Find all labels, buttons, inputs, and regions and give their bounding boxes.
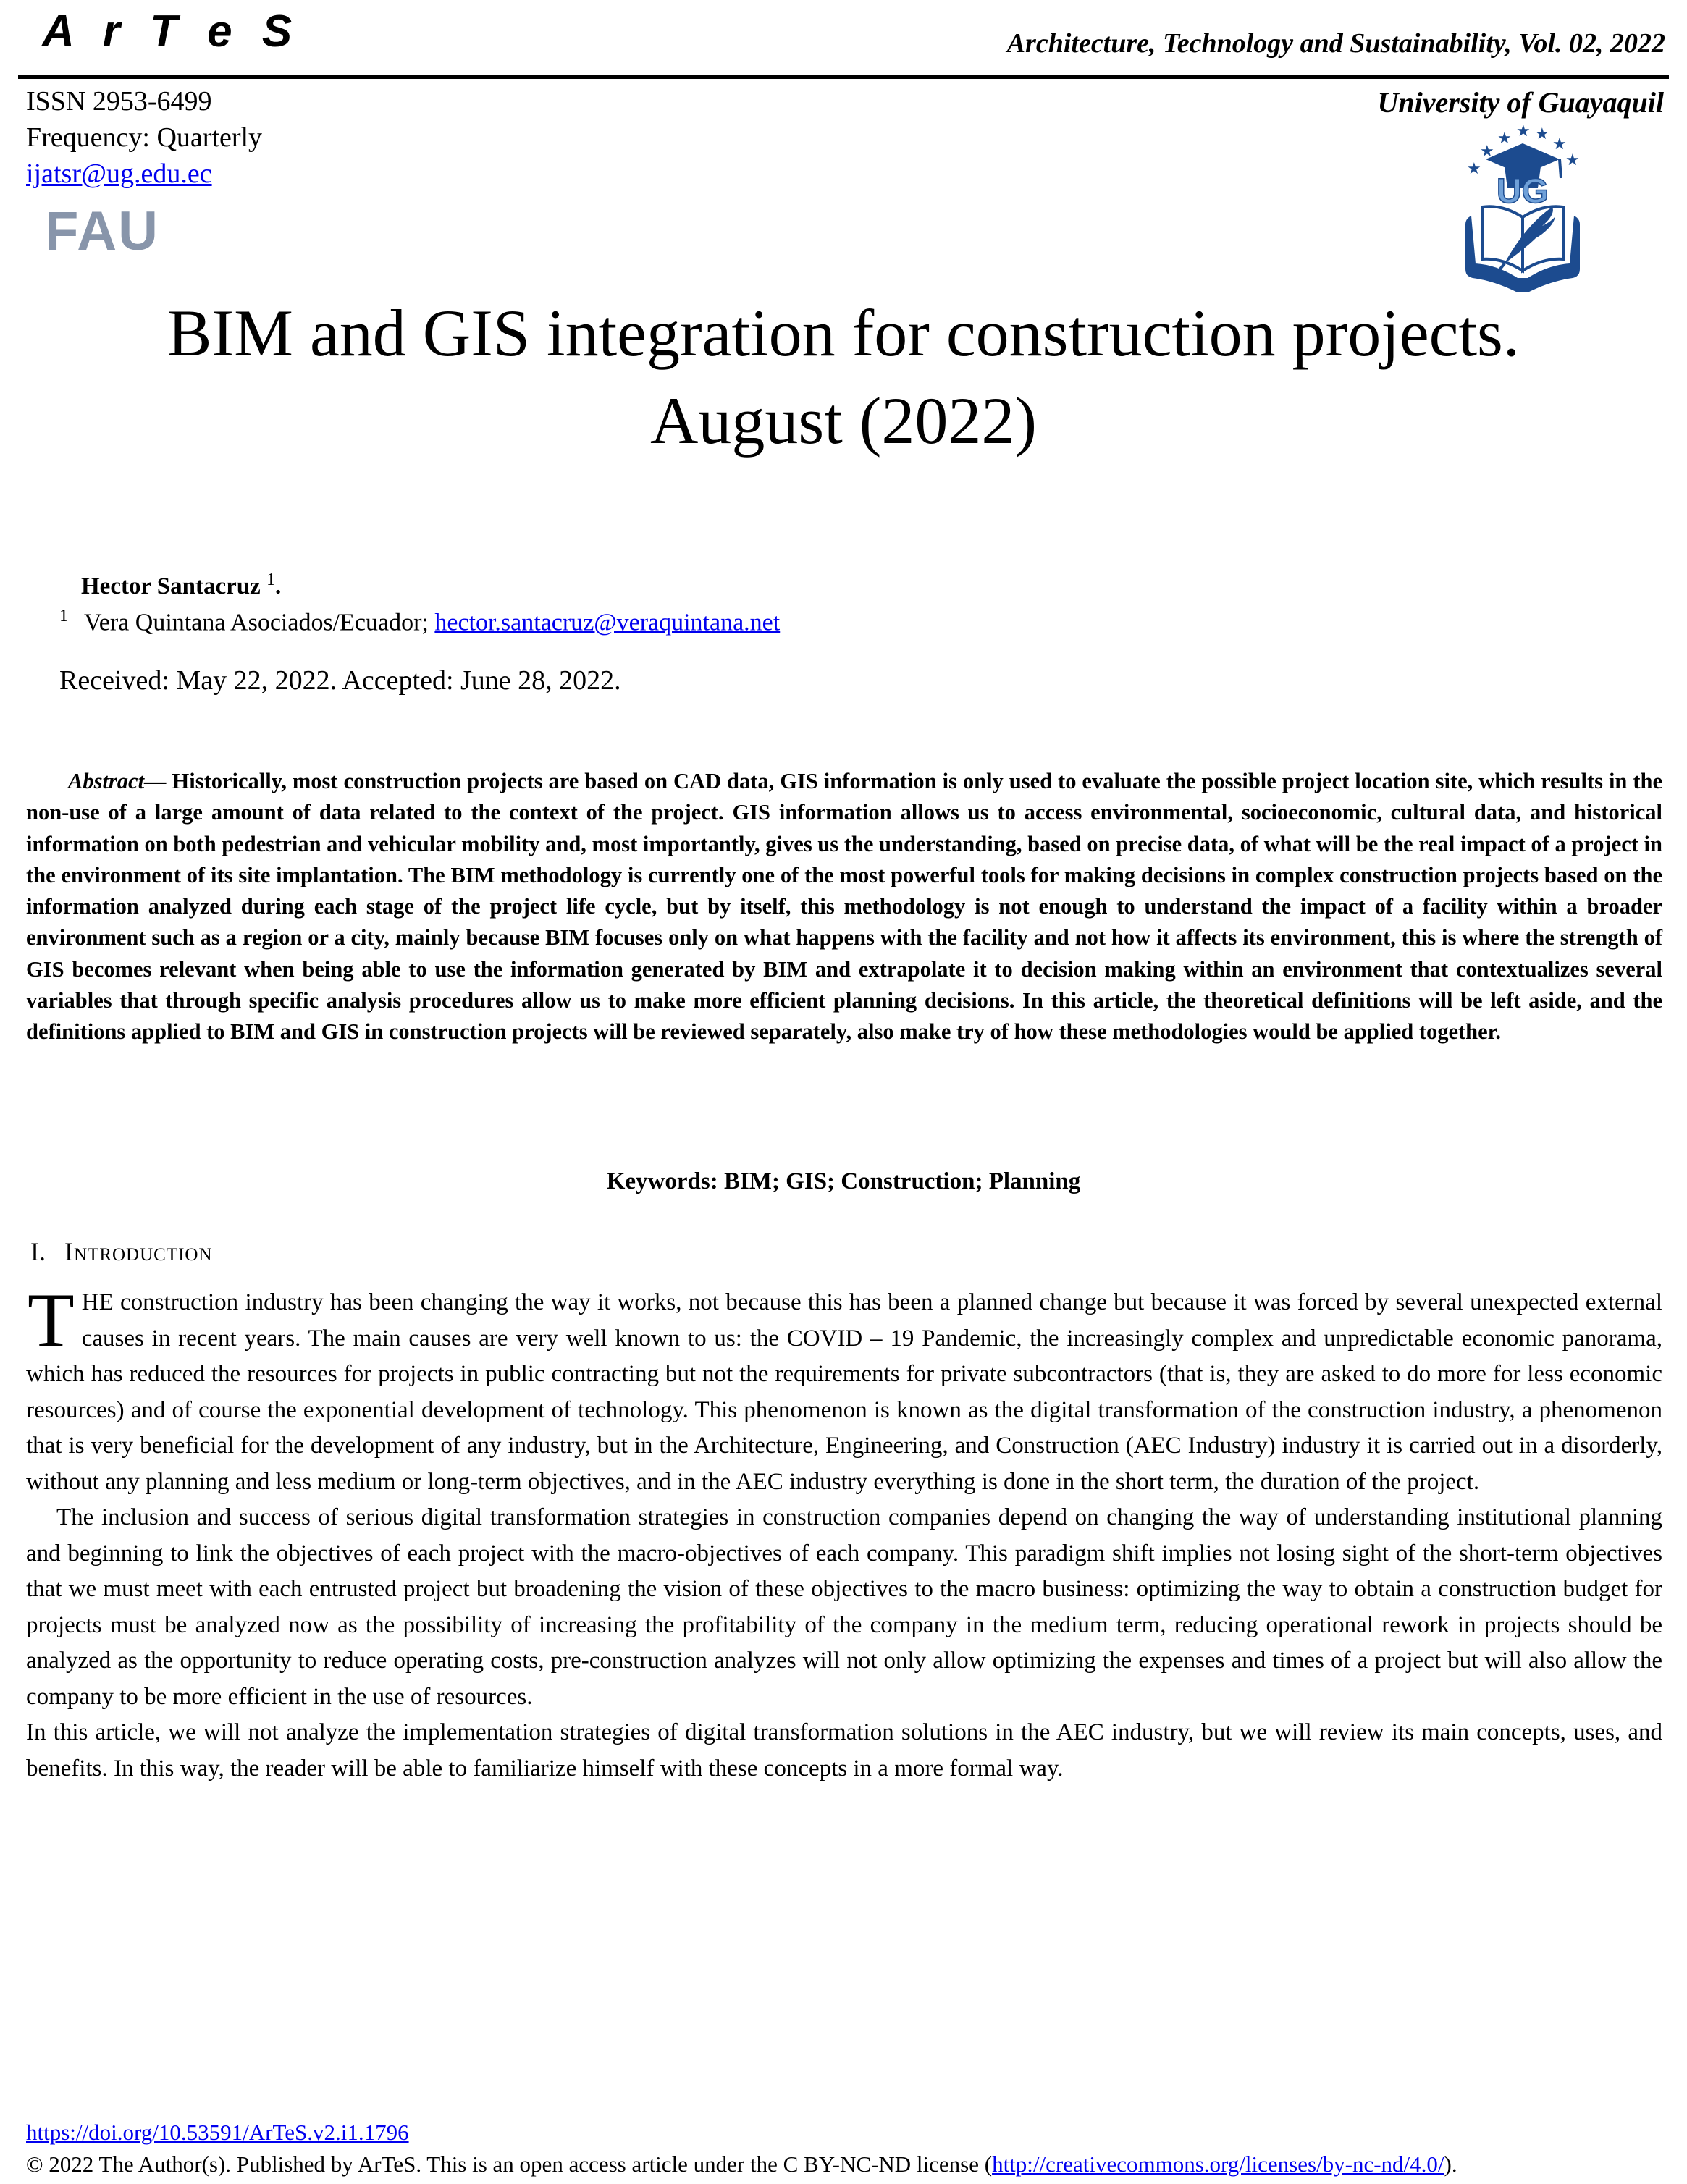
svg-text:★: ★ xyxy=(1497,129,1512,147)
article-title-line1: BIM and GIS integration for construction projects. xyxy=(167,296,1520,370)
doi-line xyxy=(26,2120,409,2146)
faculty-label: FAU xyxy=(45,201,159,262)
doi-link[interactable]: https://doi.org/10.53591/ArTeS.v2.i1.1796 xyxy=(26,2120,409,2145)
abstract-label: Abstract— xyxy=(68,769,167,793)
copyright-text: © 2022 The Author(s). Published by ArTeS. This is an open access article under the C BY-NC-ND license ( xyxy=(26,2151,993,2177)
affiliation-text: Vera Quintana Asociados/Ecuador; xyxy=(84,609,435,636)
intro-paragraph-1: THE construction industry has been changing the way it works, not because this has been a planned change but because it was forced by several unexpected external causes in recent years. The main causes are very well known to us: the COVID – 19 Pandemic, the increasingly complex and unpredictable economic panorama, which has reduced the resources for projects in public contracting but not the requirements for private subcontractors (that is, they are asked to do more for less economic resources) and of course the exponential development of technology. This phenomenon is known as the digital transformation of the construction industry, a phenomenon that is very beneficial for the development of any industry, but in the Architecture, Engineering, and Construction (AEC Industry) industry it is carried out in a disorderly, without any planning and less medium or long-term objectives, and in the AEC industry everything is done in the short term, the duration of the project. xyxy=(26,1278,1662,1495)
author-line: Hector Santacruz $^1$. xyxy=(81,570,282,599)
journal-name: A r T e S xyxy=(42,7,301,56)
university-logo-icon xyxy=(1461,122,1584,295)
received-accepted-line: Received: May 22, 2022. Accepted: June 28, 2022. xyxy=(59,665,621,696)
author-footnote-marker: 1 xyxy=(266,570,275,589)
affiliation-line xyxy=(59,607,780,636)
article-title-line2: August (2022) xyxy=(649,384,1038,458)
university-name: University of Guayaquil xyxy=(1377,86,1664,119)
article-title xyxy=(101,290,1586,465)
svg-text:★: ★ xyxy=(1552,135,1567,153)
abstract-paragraph xyxy=(26,766,1662,1048)
intro-paragraph-3: In this article, we will not analyze the implementation strategies of digital transformation solutions in the AEC industry, but we will review its main concepts, uses, and benefits. In this way, the reader will be able to familiarize himself with these concepts in a more formal way. xyxy=(26,1719,1662,1782)
section-number: I. xyxy=(30,1237,46,1266)
affiliation-footnote-marker: 1 xyxy=(59,607,68,625)
section-heading-introduction xyxy=(30,1236,213,1267)
header-divider xyxy=(18,75,1669,79)
svg-text:★: ★ xyxy=(1516,122,1531,140)
section-title: Introduction xyxy=(64,1237,213,1266)
issn-label: ISSN 2953-6499 xyxy=(26,86,212,117)
dropcap-letter: T xyxy=(28,1278,75,1362)
intro-paragraph-2: The inclusion and success of serious digital transformation strategies in construction companies depend on changing the way of understanding institutional planning and beginning to link the objectives of each project with the macro-objectives of each company. This paradigm shift implies not losing sight of the short-term objectives that we must meet with each entrusted project but broadening the vision of these objectives to the macro business: optimizing the way to obtain a construction budget for projects must be analyzed now as the possibility of increasing the profitability of the company in the medium term, reducing operational rework in projects should be analyzed as the opportunity to reduce operating costs, pre-construction analyzes will not only allow optimizing the expenses and times of a project but will also allow the company to be more efficient in the use of resources. xyxy=(26,1504,1662,1710)
journal-email-link[interactable]: ijatsr@ug.edu.ec xyxy=(26,159,212,189)
frequency-label: Frequency: Quarterly xyxy=(26,122,263,153)
svg-text:★: ★ xyxy=(1480,142,1494,160)
copyright-line: © 2022 The Author(s). Published by ArTeS. This is an open access article under the C BY-NC-ND license (http://creativecommons.org/licenses/by-nc-nd/4.0/). xyxy=(26,2151,1457,2177)
abstract-text: Historically, most construction projects are based on CAD data, GIS information is only used to evaluate the possible project location site, which results in the non-use of a large amount of data related to the context of the project. GIS information allows us to access environmental, socioeconomic, cultural data, and historical information on both pedestrian and vehicular mobility and, most importantly, gives us the understanding, based on precise data, of what will be the real impact of a project in the environment of its site implantation. The BIM methodology is currently one of the most powerful tools for making decisions in complex construction projects based on the information analyzed during each stage of the project life cycle, but by itself, this methodology is not enough to understand the impact of a facility within a broader environment such as a region or a city, mainly because BIM focuses only on what happens with the facility and not how it affects its environment, this is where the strength of GIS becomes relevant when being able to use the information generated by BIM and extrapolate it to decision making within an environment that contextualizes several variables that through specific analysis procedures allow us to make more efficient planning decisions. In this article, the theoretical definitions will be left aside, and the definitions applied to BIM and GIS in construction projects will be reviewed separately, also make try of how these methodologies would be applied together. xyxy=(26,769,1662,1045)
author-email-link[interactable]: hector.santacruz@veraquintana.net xyxy=(434,609,781,636)
svg-text:★: ★ xyxy=(1565,151,1580,169)
svg-text:★: ★ xyxy=(1467,159,1481,177)
introduction-body xyxy=(26,1278,1662,1787)
svg-text:★: ★ xyxy=(1535,125,1549,143)
keywords-line: Keywords: BIM; GIS; Construction; Planning xyxy=(606,1168,1081,1194)
journal-volume-info: Architecture, Technology and Sustainability, Vol. 02, 2022 xyxy=(1006,28,1665,59)
svg-text:UG: UG xyxy=(1497,172,1549,211)
license-link[interactable]: http://creativecommons.org/licenses/by-nc-nd/4.0/ xyxy=(992,2151,1444,2177)
author-name: Hector Santacruz xyxy=(81,573,261,599)
